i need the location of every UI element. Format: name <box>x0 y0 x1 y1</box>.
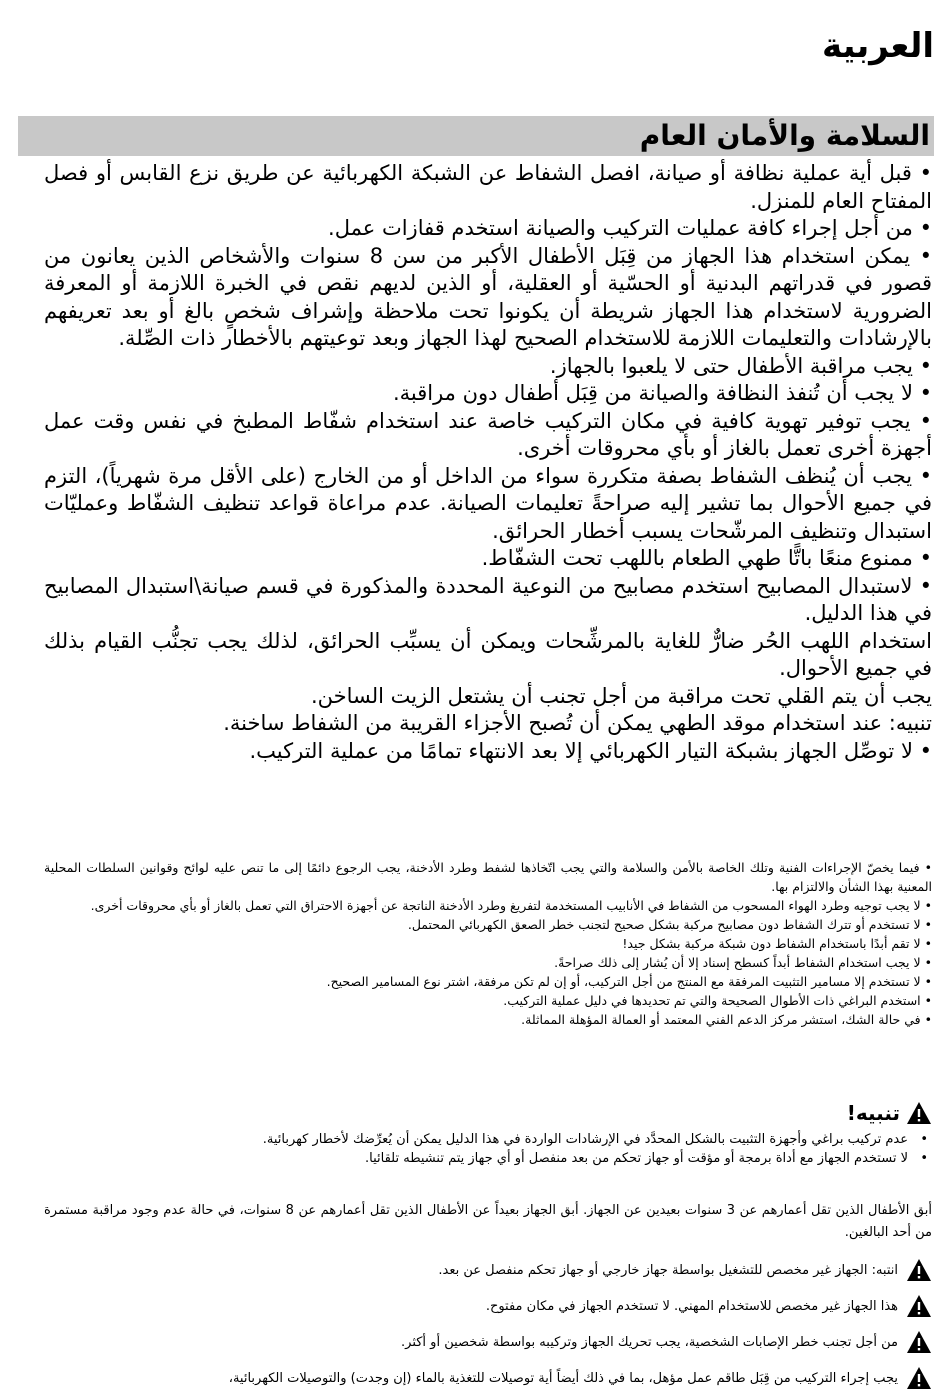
small-paragraph-support-surface: • لا يجب استخدام الشفاط أبداً كسطح إسناد إلا أن يُشار إلى ذلك صراحةً. <box>554 955 932 970</box>
small-paragraph-regulations: • فيما يخصّ الإجراءات الفنية وتلك الخاصة بالأمن والسلامة والتي يجب اتّخاذها لشفط وطرد الأدخنة، يجب الرجوع دائمًا إلى ما تنص عليه لوائح وقوانين السلطات المحلية المعنية بهذا الشأن والالتزام بها. <box>44 860 932 894</box>
paragraph-open-flame: استخدام اللهب الحُر ضارٌّ للغاية بالمرشِّحات ويمكن أن يسبِّب الحرائق، لذلك يجب تجنُّب القيام بذلك في جميع الأحوال. <box>44 628 932 680</box>
small-paragraph-lamps: • لا تستخدم أو تترك الشفاط دون مصابيح مركبة بشكل صحيح لتجنب خطر الصعق الكهربائي المحتمل. <box>407 917 932 932</box>
triangle-note-text: من أجل تجنب خطر الإصابات الشخصية، يجب تحريك الجهاز وتركيبه بواسطة شخصين أو أكثر. <box>401 1334 898 1350</box>
warning-triangle-icon <box>906 1366 932 1390</box>
warning-block <box>44 1100 932 1168</box>
triangle-note <box>44 1324 932 1360</box>
small-paragraph-doubt: • في حالة الشك، استشر مركز الدعم الفني المعتمد أو العمالة المؤهلة المماثلة. <box>521 1012 932 1027</box>
triangle-note-text: يجب إجراء التركيب من قِبَل طاقم عمل مؤهل، بما في ذلك أيضاً أية توصيلات للتغذية بالماء (إن وجدت) والتوصيلات الكهربائية، <box>228 1370 898 1386</box>
warning-triangle-icon <box>906 1258 932 1282</box>
paragraph-ventilation: • يجب توفير تهوية كافية في مكان التركيب خاصة عند استخدام شفّاط المطبخ في نفس وقت عمل أجهزة أخرى تعمل بالغاز أو بأي محروقات أخرى. <box>44 408 932 460</box>
small-paragraph-exhaust: • لا يجب توجيه وطرد الهواء المسحوب من الشفاط في الأنابيب المستخدمة لتفريغ وطرد الأدخنة الناتجة عن أجهزة الاحتراق التي تعمل بالغاز أو بأي محروقات أخرى. <box>90 898 932 913</box>
language-title: العربية <box>821 26 934 66</box>
warning-item-timer: • لا تستخدم الجهاز مع أداة برمجة أو مؤقت أو جهاز تحكم من بعد منفصل أو أي جهاز يتم تنشيطه تلقائيا. <box>44 1149 908 1168</box>
children-note: أبق الأطفال الذين تقل أعمارهم عن 3 سنوات بعيدين عن الجهاز. أبق الجهاز بعيداً عن الأطفال الذين تقل أعمارهم عن 8 سنوات، في حالة عدم وجود مراقبة مستمرة من أحد البالغين. <box>44 1203 932 1240</box>
warning-heading-row <box>44 1100 932 1126</box>
main-safety-text <box>44 160 932 765</box>
section-header-bar <box>18 116 934 156</box>
triangle-notes-list <box>44 1252 932 1396</box>
paragraph-connect-after-install: • لا توصِّل الجهاز بشبكة التيار الكهربائي إلا بعد الانتهاء تمامًا من عملية التركيب. <box>249 738 932 763</box>
small-paragraph-screw-length: • استخدم البراغي ذات الأطوال الصحيحة والتي تم تحديدها في دليل عملية التركيب. <box>503 993 932 1008</box>
warning-triangle-icon <box>906 1330 932 1354</box>
secondary-safety-text <box>44 858 932 1029</box>
warning-item-screws: • عدم تركيب براغي وأجهزة التثبيت بالشكل المحدَّد في الإرشادات الواردة في هذا الدليل يمكن أن يُعرِّضك لأخطار كهربائية. <box>44 1130 908 1149</box>
triangle-note-text: انتبه: الجهاز غير مخصص للتشغيل بواسطة جهاز خارجي أو جهاز تحكم منفصل عن بعد. <box>438 1262 898 1278</box>
section-title: السلامة والأمان العام <box>639 119 930 152</box>
triangle-note <box>44 1252 932 1288</box>
paragraph-cleaning-disconnect: • قبل أية عملية نظافة أو صيانة، افصل الشفاط عن الشبكة الكهربائية عن طريق نزع القابس أو فصل المفتاح العام للمنزل. <box>44 161 932 213</box>
triangle-note-text: هذا الجهاز غير مخصص للاستخدام المهني. لا تستخدم الجهاز في مكان مفتوح. <box>485 1298 898 1314</box>
triangle-note <box>44 1360 932 1396</box>
paragraph-lamp-replacement: • لاستبدال المصابيح استخدم مصابيح من النوعية المحددة والمذكورة في قسم صيانة\استبدال المصابيح في هذا الدليل. <box>44 573 932 625</box>
paragraph-children-cleaning: • لا يجب أن تُنفذ النظافة والصيانة من قِبَل أطفال دون مراقبة. <box>392 381 932 405</box>
paragraph-children-use: • يمكن استخدام هذا الجهاز من قِبَل الأطفال الأكبر من سن 8 سنوات والأشخاص الذين يعانون من قصور في قدراتهم البدنية أو الحسّية أو العقلية، أو الذين لديهم نقص في الخبرة اللازمة أو المعرفة الضرورية لاستخدام هذا الجهاز شريطة أن يكونوا تحت ملاحظة وإشراف شخصٍ بالغ أو بعد تعريفهم بالإرشادات والتعليمات اللازمة للاستخدام الصحيح لهذا الجهاز وبعد توعيتهم بالأخطار ذات الصِّلة. <box>44 243 933 350</box>
small-paragraph-grease-filter: • لا تقم أبدًا باستخدام الشفاط دون شبكة مركبة بشكل جيد! <box>622 936 932 951</box>
warning-heading: تنبيه! <box>846 1101 900 1125</box>
small-paragraph-fixing-screws: • لا تستخدم إلا مسامير التثبيت المرفقة مع المنتج من أجل التركيب، أو إن لم تكن مرفقة، اشتر نوع المسامير الصحيح. <box>326 974 932 989</box>
warning-triangle-icon <box>906 1294 932 1318</box>
paragraph-no-flambe: • ممنوع منعًا باتًّا طهي الطعام باللهب تحت الشفّاط. <box>481 546 932 570</box>
paragraph-regular-cleaning: • يجب أن يُنظف الشفاط بصفة متكررة سواء من الداخل أو من الخارج (على الأقل مرة شهرياً)، التزم في جميع الأحوال بما تشير إليه صراحةً تعليمات الصيانة. عدم مراعاة قواعد تنظيف الشفّاط وعمليّات استبدال وتنظيف المرشّحات يسبب أخطار الحرائق. <box>44 463 932 543</box>
paragraph-gloves: • من أجل إجراء كافة عمليات التركيب والصيانة استخدم قفازات عمل. <box>328 216 932 240</box>
warning-triangle-icon <box>906 1101 932 1125</box>
warning-list <box>44 1130 932 1168</box>
paragraph-hot-parts: تنبيه: عند استخدام موقد الطهي يمكن أن تُصبح الأجزاء القريبة من الشفاط ساخنة. <box>223 711 932 735</box>
triangle-note <box>44 1288 932 1324</box>
paragraph-frying: يجب أن يتم القلي تحت مراقبة من أجل تجنب أن يشتعل الزيت الساخن. <box>311 683 932 708</box>
paragraph-children-supervision: • يجب مراقبة الأطفال حتى لا يلعبوا بالجهاز. <box>549 353 932 378</box>
